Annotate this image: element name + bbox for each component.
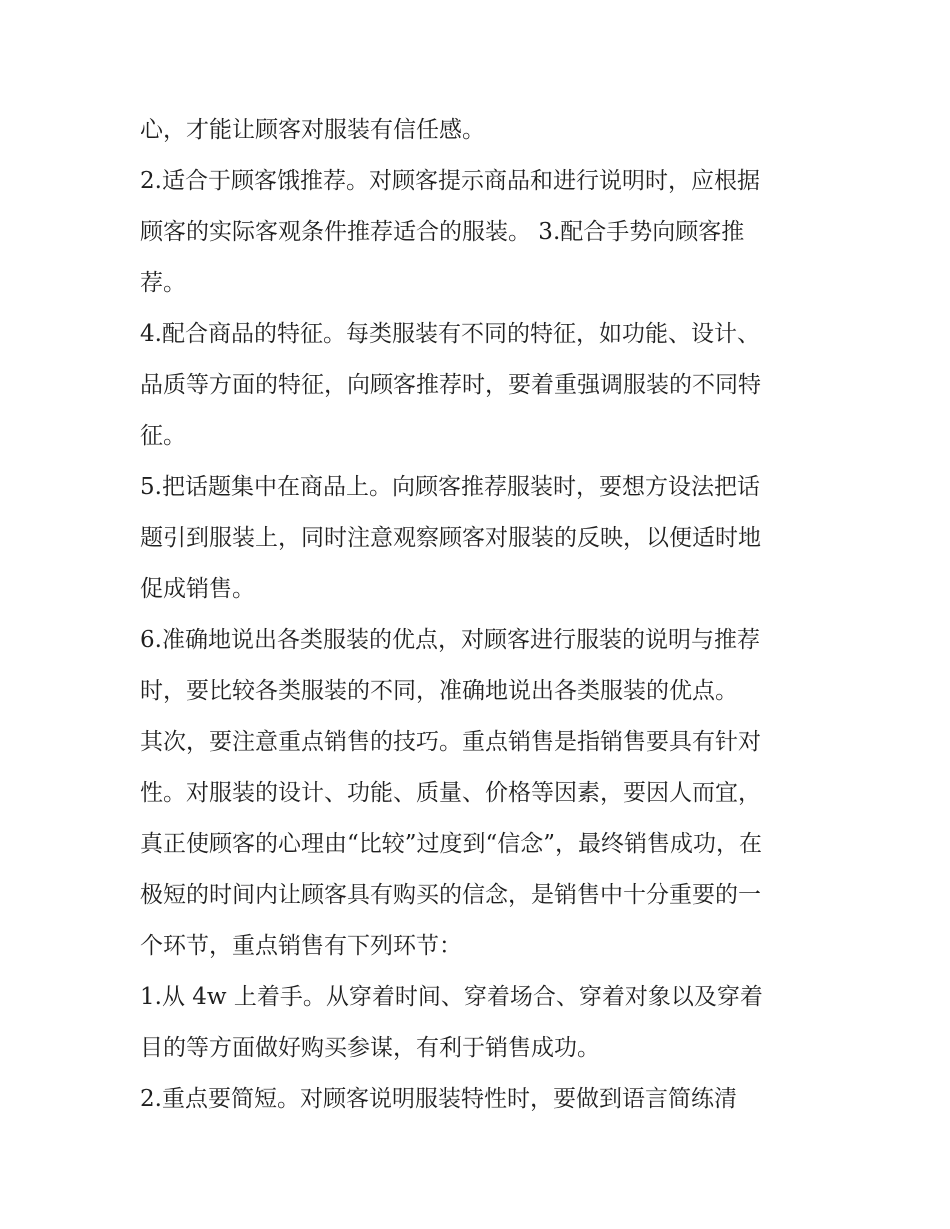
- text-line: 顾客的实际客观条件推荐适合的服装。 3.配合手势向顾客推: [140, 219, 745, 245]
- text-line: 真正使顾客的心理由“比较”过度到“信念”，最终销售成功，在: [140, 831, 763, 857]
- text-line: 题引到服装上，同时注意观察顾客对服装的反映，以便适时地: [140, 525, 761, 551]
- body-text: [140, 105, 830, 1125]
- text-line: 5.把话题集中在商品上。向顾客推荐服装时，要想方设法把话: [140, 474, 760, 500]
- text-line: 促成销售。: [140, 576, 255, 602]
- text-line: 极短的时间内让顾客具有购买的信念，是销售中十分重要的一: [140, 882, 761, 908]
- text-line: 4.配合商品的特征。每类服装有不同的特征，如功能、设计、: [140, 321, 760, 347]
- text-line: 6.准确地说出各类服装的优点，对顾客进行服装的说明与推荐: [140, 627, 760, 653]
- text-line: 荐。: [140, 270, 186, 296]
- text-line: 心，才能让顾客对服装有信任感。: [140, 117, 485, 143]
- text-line: 2.重点要简短。对顾客说明服装特性时，要做到语言简练清: [140, 1086, 737, 1112]
- text-line: 其次，要注意重点销售的技巧。重点销售是指销售要具有针对: [140, 729, 761, 755]
- text-line: 个环节，重点销售有下列环节：: [140, 933, 462, 959]
- text-line: 2.适合于顾客饿推荐。对顾客提示商品和进行说明时，应根据: [140, 168, 760, 194]
- text-line: 时，要比较各类服装的不同，准确地说出各类服装的优点。: [140, 678, 738, 704]
- text-line: 目的等方面做好购买参谋，有利于销售成功。: [140, 1035, 600, 1061]
- text-line: 征。: [140, 423, 186, 449]
- text-line: 性。对服装的设计、功能、质量、价格等因素，要因人而宜，: [140, 780, 761, 806]
- text-line: 品质等方面的特征，向顾客推荐时，要着重强调服装的不同特: [140, 372, 761, 398]
- text-line: 1.从 4w 上着手。从穿着时间、穿着场合、穿着对象以及穿着: [140, 984, 763, 1010]
